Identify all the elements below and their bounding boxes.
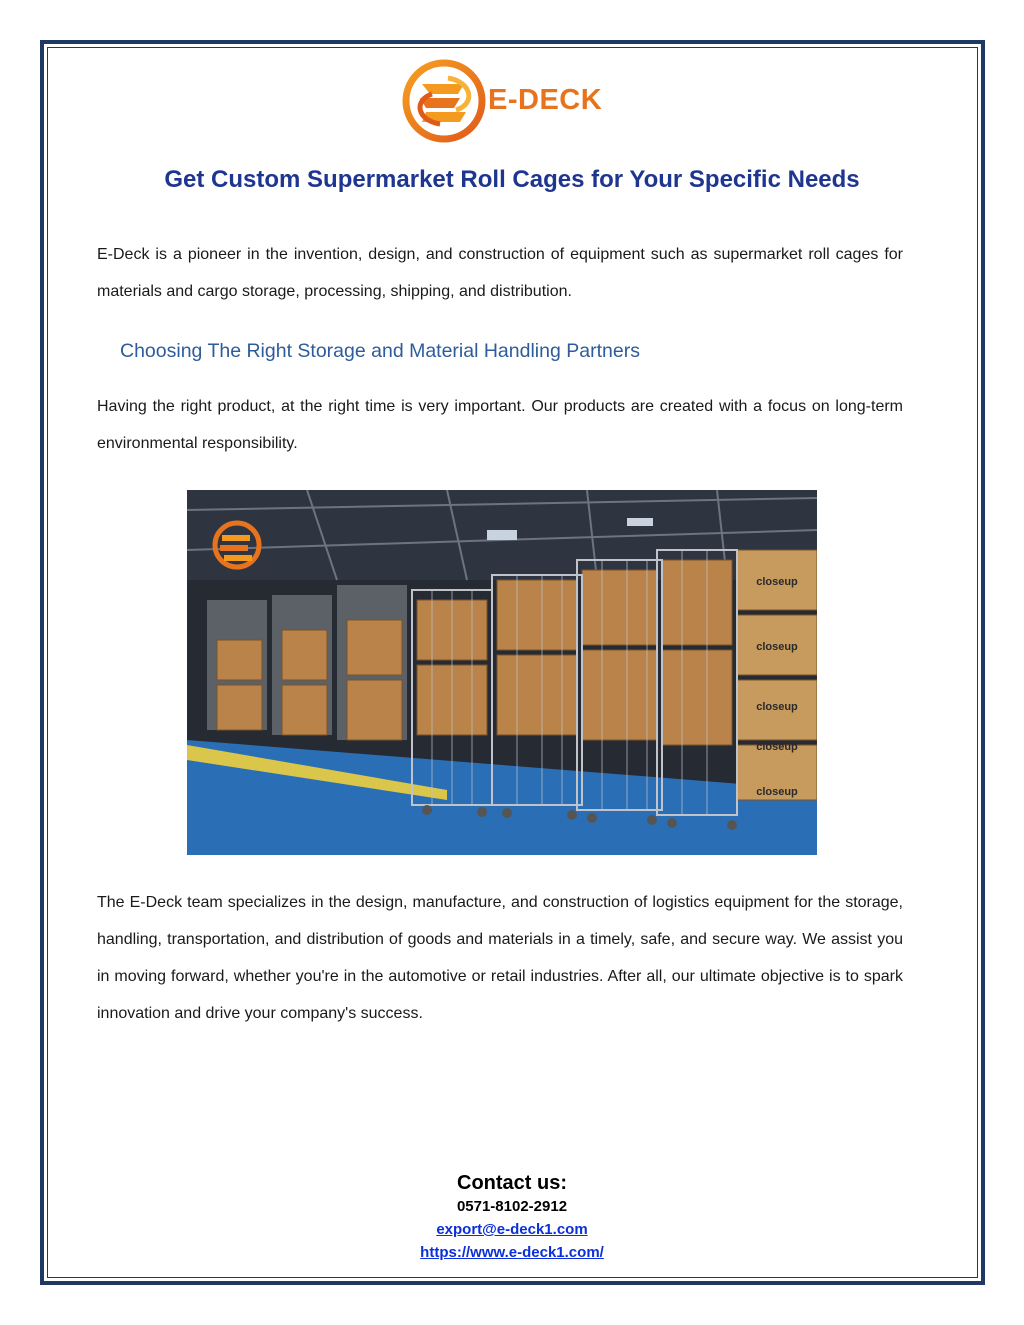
section-paragraph: Having the right product, at the right time is very important. Our products are created with a focus on long-term environmental responsibility. — [97, 398, 903, 452]
box-label: closeup — [756, 741, 798, 753]
body-paragraph: The E-Deck team specializes in the design, manufacture, and construction of logistics equipment for the storage, handling, transportation, and distribution of goods and materials in a timely, safe, and secure way. We assist you in moving forward, whether you're in the automotive or retail industries. After all, our ultimate objective is to spark innovation and drive your company's success. — [97, 894, 903, 1022]
box-label: closeup — [756, 641, 798, 653]
contact-website-link[interactable]: https://www.e-deck1.com/ — [420, 1244, 604, 1261]
box-label: closeup — [756, 786, 798, 798]
contact-email-link[interactable]: export@e-deck1.com — [436, 1221, 588, 1238]
contact-title: Contact us: — [457, 1172, 567, 1194]
contact-phone: 0571-8102-2912 — [456, 1198, 568, 1215]
intro-paragraph: E-Deck is a pioneer in the invention, design, and construction of equipment such as supermarket roll cages for materials and cargo storage, processing, shipping, and distribution. — [97, 246, 903, 300]
warehouse-roll-cages-photo — [187, 490, 817, 855]
logo-text: E-DECK — [488, 84, 603, 116]
page-title: Get Custom Supermarket Roll Cages for Your Specific Needs — [164, 166, 860, 193]
box-label: closeup — [756, 576, 798, 588]
box-label: closeup — [756, 701, 798, 713]
section-heading: Choosing The Right Storage and Material Handling Partners — [120, 340, 640, 362]
